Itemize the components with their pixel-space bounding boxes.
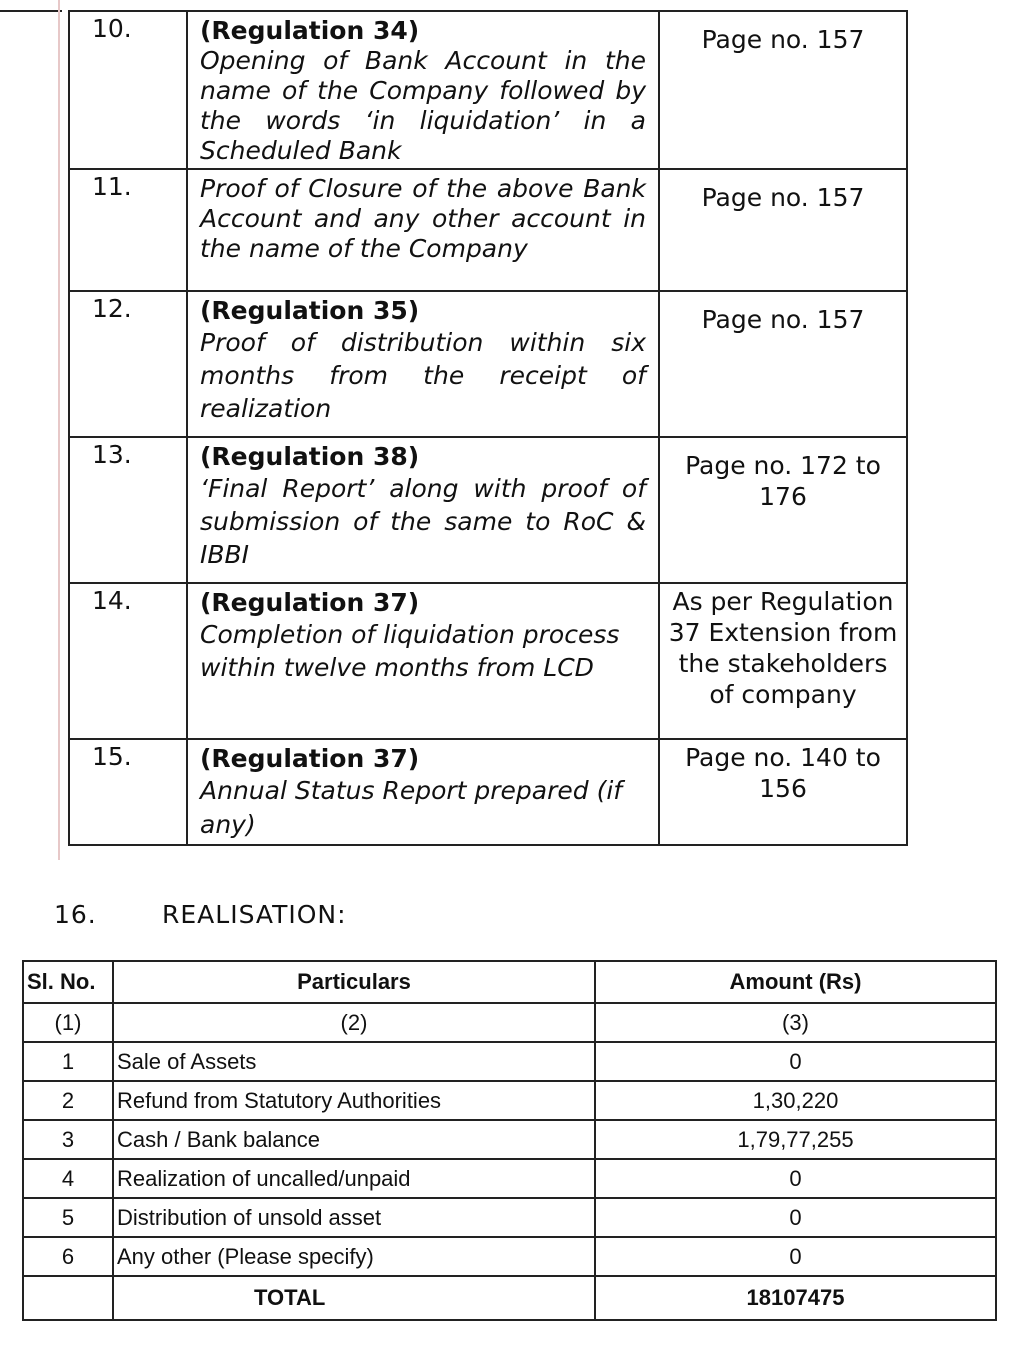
amount-cell: 0	[595, 1159, 996, 1198]
row-number: 10.	[69, 11, 187, 169]
section-number: 16.	[54, 900, 97, 929]
row-number: 15.	[69, 739, 187, 845]
total-row	[23, 1276, 996, 1320]
column-header-amount: Amount (Rs)	[595, 961, 996, 1003]
column-number: (2)	[113, 1003, 595, 1042]
column-number-row	[23, 1003, 996, 1042]
particular-cell: Any other (Please specify)	[113, 1237, 595, 1276]
row-description: Opening of Bank Account in the name of the Company followed by the words ‘in liquidation’ in a Scheduled Bank	[200, 46, 646, 165]
total-label: TOTAL	[113, 1276, 595, 1320]
sl-no-cell: 2	[23, 1081, 113, 1120]
row-description: Annual Status Report prepared (if any)	[200, 776, 623, 839]
row-description: Proof of distribution within six months from the receipt of realization	[200, 328, 646, 423]
total-spacer-cell	[23, 1276, 113, 1320]
column-header-sl-no: Sl. No.	[23, 961, 113, 1003]
row-reference: As per Regulation 37 Extension from the stakeholders of company	[659, 583, 907, 739]
header-row	[23, 961, 996, 1003]
checklist-row	[69, 739, 907, 845]
column-header-particulars: Particulars	[113, 961, 595, 1003]
particular-cell: Realization of uncalled/unpaid	[113, 1159, 595, 1198]
total-amount: 18107475	[595, 1276, 996, 1320]
table-row	[23, 1159, 996, 1198]
row-description-cell	[187, 11, 659, 169]
amount-cell: 1,30,220	[595, 1081, 996, 1120]
table-row	[23, 1120, 996, 1159]
column-number: (3)	[595, 1003, 996, 1042]
sl-no-cell: 4	[23, 1159, 113, 1198]
regulation-label: (Regulation 37)	[200, 744, 420, 773]
particular-cell: Sale of Assets	[113, 1042, 595, 1081]
checklist-row	[69, 169, 907, 291]
row-reference: Page no. 172 to 176	[659, 437, 907, 583]
row-reference: Page no. 157	[659, 169, 907, 291]
realisation-table	[22, 960, 997, 1321]
table-row	[23, 1237, 996, 1276]
regulation-label: (Regulation 35)	[200, 296, 420, 325]
row-description-cell	[187, 169, 659, 291]
row-description-cell	[187, 583, 659, 739]
regulation-label: (Regulation 38)	[200, 442, 420, 471]
row-number: 12.	[69, 291, 187, 437]
row-description: Proof of Closure of the above Bank Account and any other account in the name of the Company	[200, 174, 646, 263]
margin-line	[58, 0, 60, 860]
particular-cell: Distribution of unsold asset	[113, 1198, 595, 1237]
table-row	[23, 1042, 996, 1081]
regulation-label: (Regulation 37)	[200, 588, 420, 617]
row-description-cell	[187, 739, 659, 845]
amount-cell: 0	[595, 1237, 996, 1276]
section-title: REALISATION:	[162, 900, 347, 929]
checklist-row	[69, 437, 907, 583]
checklist-row	[69, 291, 907, 437]
amount-cell: 0	[595, 1198, 996, 1237]
column-number: (1)	[23, 1003, 113, 1042]
checklist-row	[69, 11, 907, 169]
regulation-label: (Regulation 34)	[200, 16, 420, 45]
row-description-cell	[187, 437, 659, 583]
row-reference: Page no. 140 to 156	[659, 739, 907, 845]
sl-no-cell: 1	[23, 1042, 113, 1081]
row-number: 11.	[69, 169, 187, 291]
particular-cell: Cash / Bank balance	[113, 1120, 595, 1159]
row-number: 13.	[69, 437, 187, 583]
checklist-row	[69, 583, 907, 739]
row-description: Completion of liquidation process within twelve months from LCD	[200, 620, 620, 682]
sl-no-cell: 3	[23, 1120, 113, 1159]
sl-no-cell: 6	[23, 1237, 113, 1276]
row-description-cell	[187, 291, 659, 437]
top-rule	[0, 10, 62, 12]
table-row	[23, 1198, 996, 1237]
row-number: 14.	[69, 583, 187, 739]
amount-cell: 1,79,77,255	[595, 1120, 996, 1159]
table-row	[23, 1081, 996, 1120]
amount-cell: 0	[595, 1042, 996, 1081]
sl-no-cell: 5	[23, 1198, 113, 1237]
section-heading	[54, 900, 347, 929]
row-description: ‘Final Report’ along with proof of submission of the same to RoC & IBBI	[200, 474, 646, 569]
row-reference: Page no. 157	[659, 11, 907, 169]
row-reference: Page no. 157	[659, 291, 907, 437]
particular-cell: Refund from Statutory Authorities	[113, 1081, 595, 1120]
checklist-table	[68, 10, 908, 846]
